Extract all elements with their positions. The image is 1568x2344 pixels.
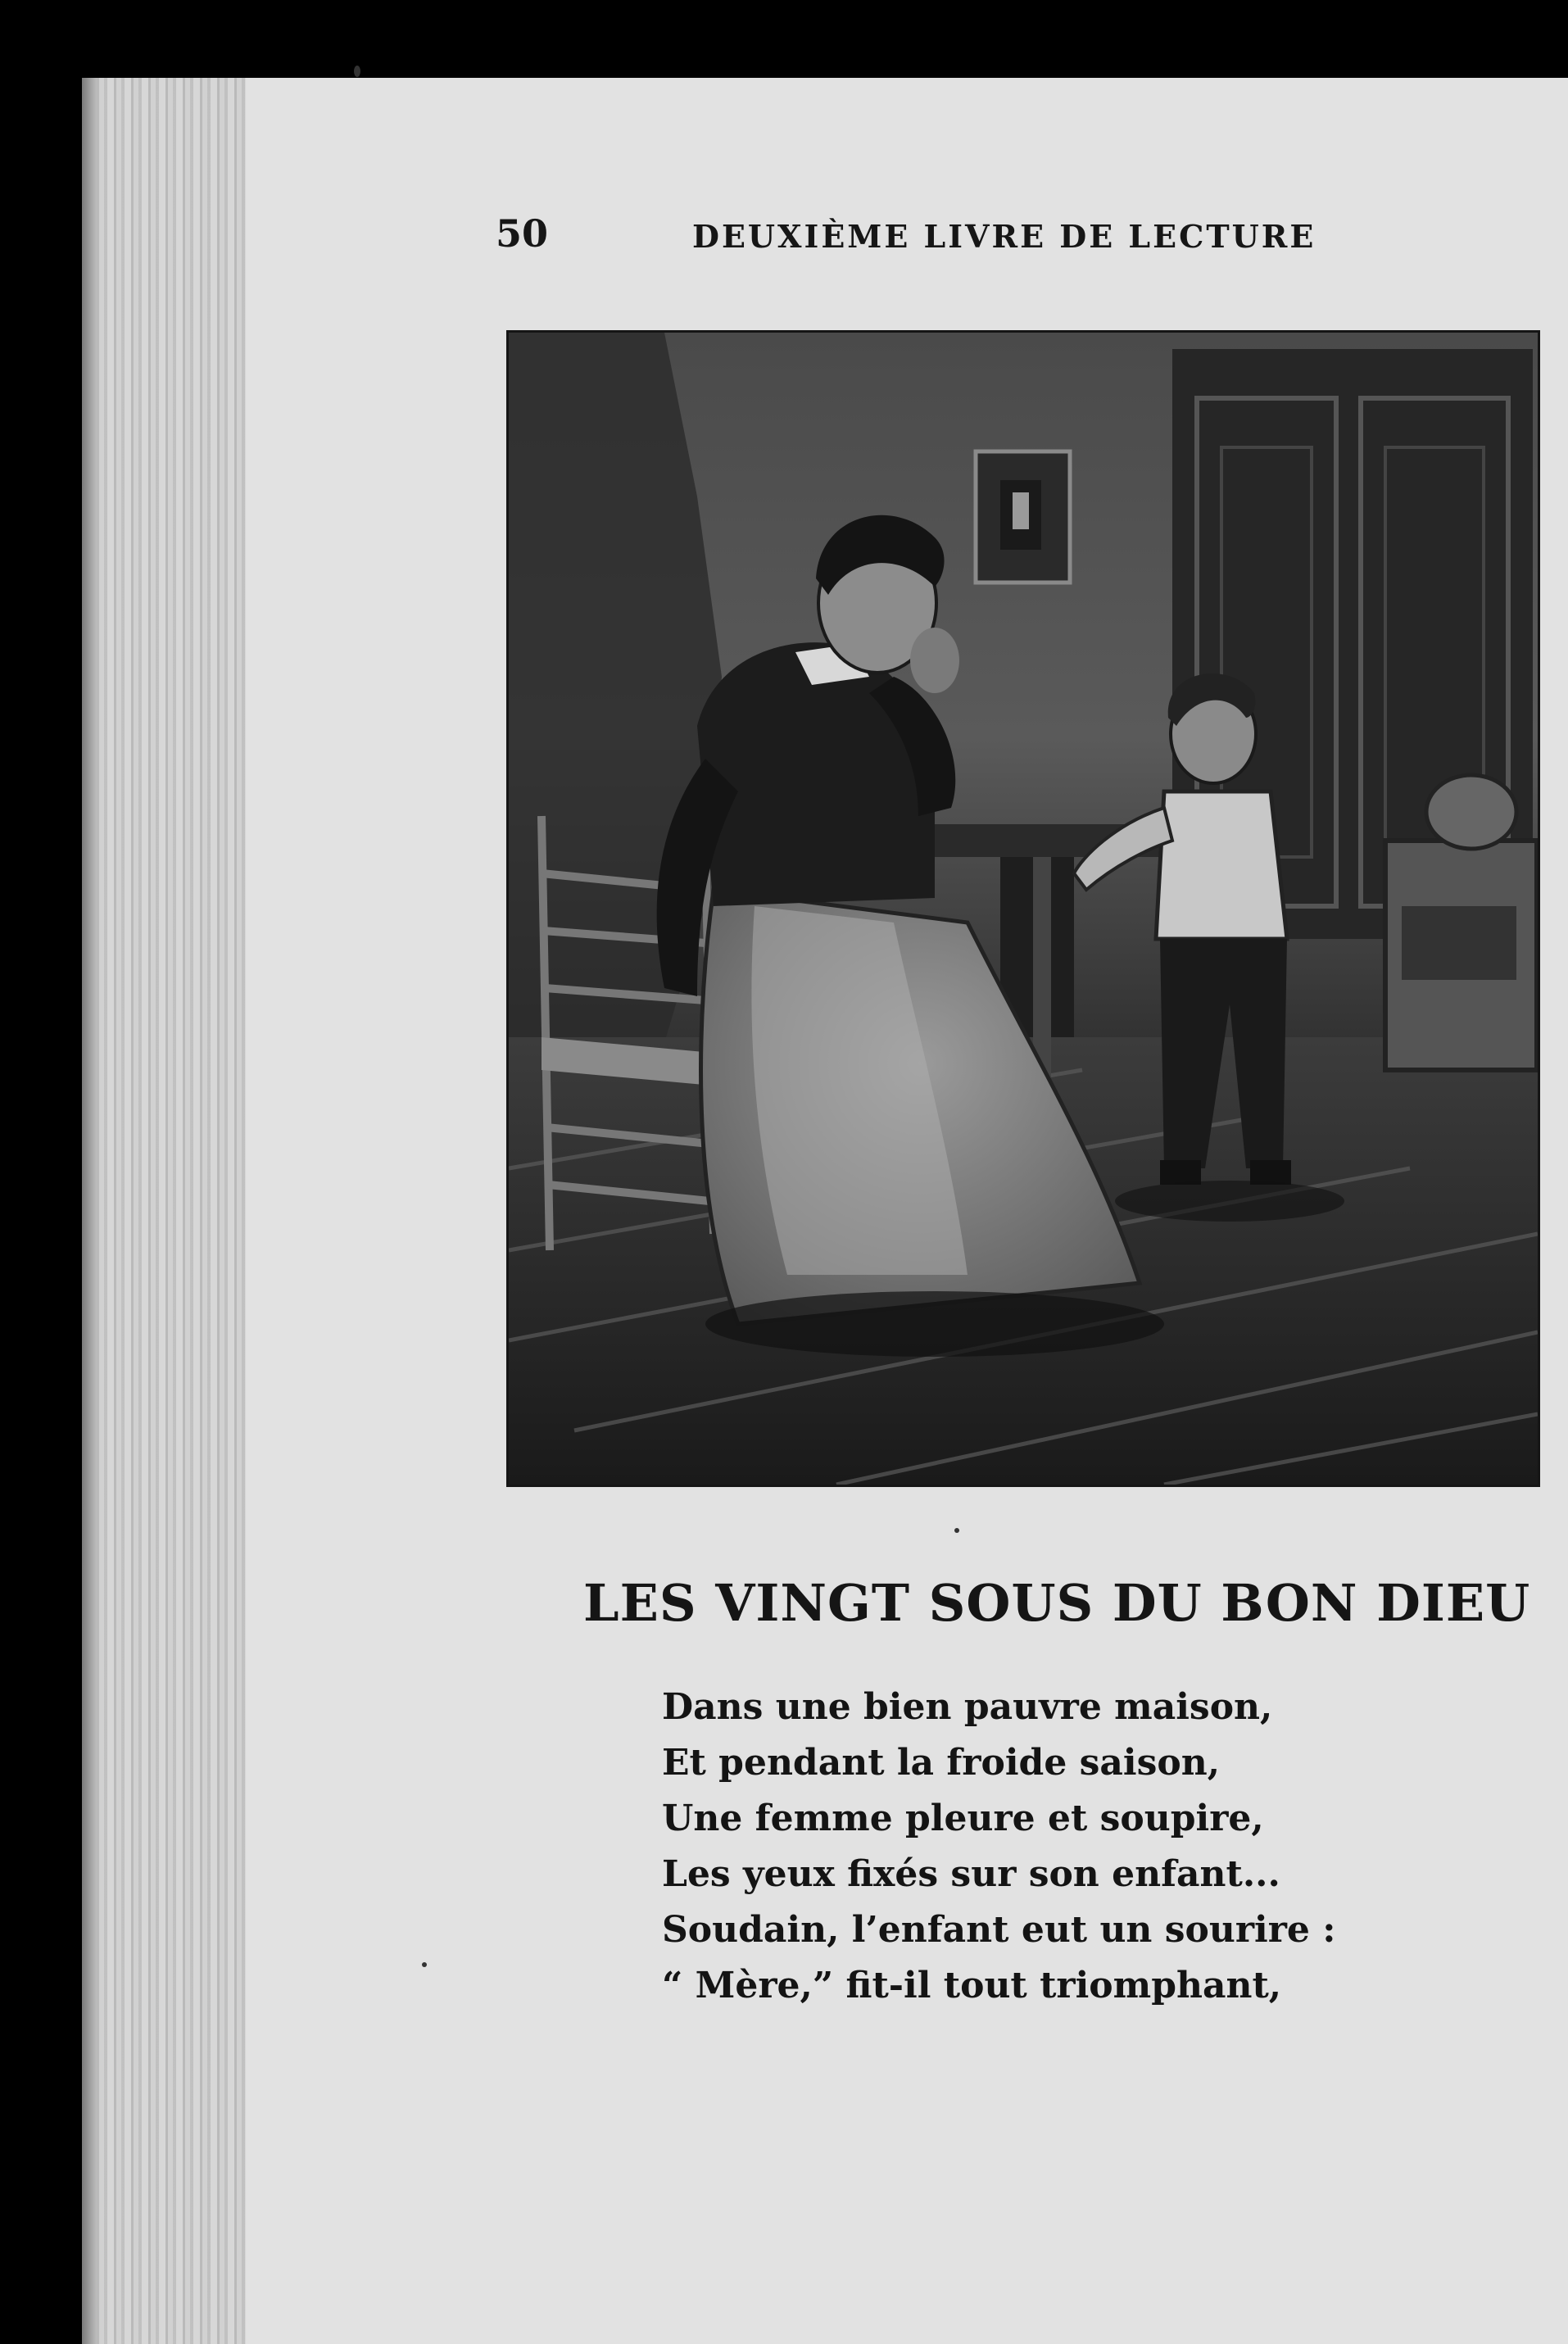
- ink-speck: [354, 66, 360, 77]
- verse-line: Les yeux fixés sur son enfant...: [662, 1853, 1280, 1895]
- verse-line: “ Mère,” fit-il tout triomphant,: [662, 1965, 1282, 2006]
- poem-title: LES VINGT SOUS DU BON DIEU: [583, 1573, 1531, 1633]
- engraving-mother-and-child: [509, 333, 1538, 1485]
- page-number: 50: [496, 211, 549, 256]
- running-head: DEUXIÈME LIVRE DE LECTURE: [692, 218, 1316, 255]
- ink-speck: [954, 1528, 959, 1533]
- poem-verses: [662, 1680, 1336, 2014]
- verse-line: Une femme pleure et soupire,: [662, 1798, 1264, 1839]
- verse-line: Dans une bien pauvre maison,: [662, 1686, 1273, 1728]
- page-edge: [82, 78, 246, 2344]
- verse-line: Et pendant la froide saison,: [662, 1742, 1221, 1784]
- engraving-illustration: [506, 330, 1540, 1487]
- page-edge-shadow: [82, 78, 97, 2344]
- ink-speck: [422, 1962, 427, 1967]
- verse-line: Soudain, l’enfant eut un sourire :: [662, 1909, 1336, 1951]
